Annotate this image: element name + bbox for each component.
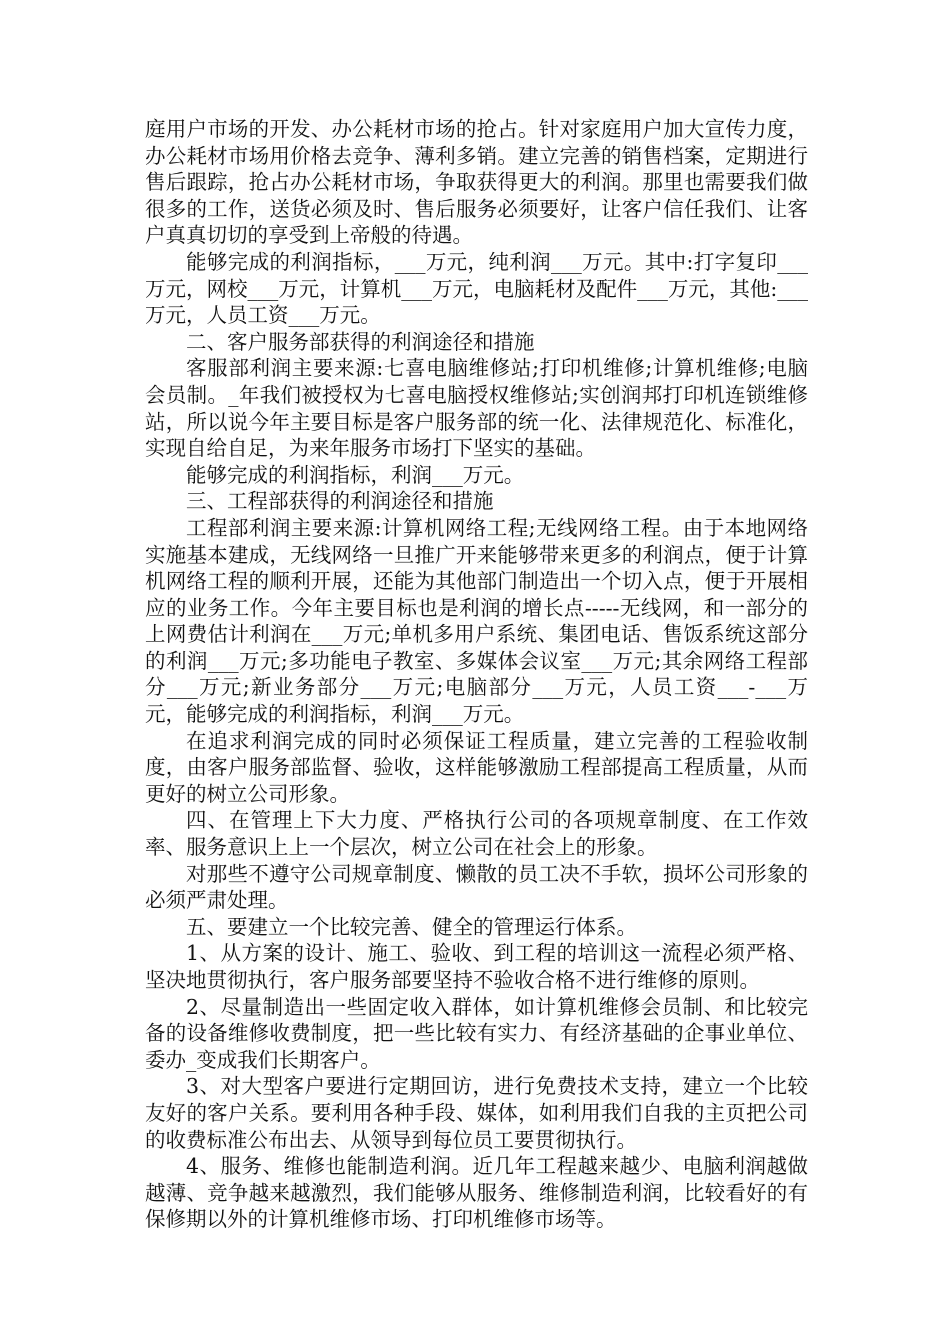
list-item-4: 4、服务、维修也能制造利润。近几年工程越来越少、电脑利润越做越薄、竞争越来越激烈，我们能够从服务、维修制造利润，比较看好的有保修期以外的计算机维修市场、打印机维修市场等。 bbox=[145, 1154, 808, 1232]
paragraph-quality: 在追求利润完成的同时必须保证工程质量，建立完善的工程验收制度，由客户服务部监督、验收，这样能够激励工程部提高工程质量，从而更好的树立公司形象。 bbox=[145, 728, 808, 806]
section-heading-customer-service: 二、客户服务部获得的利润途径和措施 bbox=[186, 329, 535, 354]
section-heading-engineering: 三、工程部获得的利润途径和措施 bbox=[186, 489, 494, 514]
list-item-2: 2、尽量制造出一些固定收入群体，如计算机维修会员制、和比较完备的设备维修收费制度，把一些比较有实力、有经济基础的企事业单位、委办_变成我们长期客户。 bbox=[145, 994, 808, 1072]
list-item-3: 3、对大型客户要进行定期回访，进行免费技术支持，建立一个比较友好的客户关系。要利用各种手段、媒体，如利用我们自我的主页把公司的收费标准公布出去、从领导到每位员工要贯彻执行。 bbox=[145, 1074, 808, 1152]
paragraph-profit-target-2: 能够完成的利润指标，利润___万元。 bbox=[186, 462, 525, 487]
section-heading-system: 五、要建立一个比较完善、健全的管理运行体系。 bbox=[186, 914, 637, 939]
paragraph-profit-target-1: 能够完成的利润指标，___万元，纯利润___万元。其中:打字复印___万元，网校___万元，计算机___万元，电脑耗材及配件___万元，其他:___万元，人员工资___万元。 bbox=[145, 249, 808, 328]
paragraph-continuation: 庭用户市场的开发、办公耗材市场的抢占。针对家庭用户加大宣传力度，办公耗材市场用价格去竞争、薄利多销。建立完善的销售档案，定期进行售后跟踪，抢占办公耗材市场，争取获得更大的利润。那里也需要我们做很多的工作，送货必须及时、售后服务必须要好，让客户信任我们、让客户真真切切的享受到上帝般的待遇。 bbox=[145, 117, 808, 248]
list-item-1: 1、从方案的设计、施工、验收、到工程的培训这一流程必须严格、坚决地贯彻执行，客户服务部要坚持不验收合格不进行维修的原则。 bbox=[145, 941, 808, 992]
paragraph-customer-service: 客服部利润主要来源:七喜电脑维修站;打印机维修;计算机维修;电脑会员制。_年我们被授权为七喜电脑授权维修站;实创润邦打印机连锁维修站，所以说今年主要目标是客户服务部的统一化、法律规范化、标准化，实现自给自足，为来年服务市场打下坚实的基础。 bbox=[145, 356, 808, 461]
section-heading-management: 四、在管理上下大力度、严格执行公司的各项规章制度、在工作效率、服务意识上上一个层次，树立公司在社会上的形象。 bbox=[145, 808, 808, 860]
document-page bbox=[145, 116, 808, 1233]
paragraph-discipline: 对那些不遵守公司规章制度、懒散的员工决不手软，损坏公司形象的必须严肃处理。 bbox=[145, 861, 808, 913]
paragraph-engineering: 工程部利润主要来源:计算机网络工程;无线网络工程。由于本地网络实施基本建成，无线网络一旦推广开来能够带来更多的利润点，便于计算机网络工程的顺利开展，还能为其他部门制造出一个切入点，便于开展相应的业务工作。今年主要目标也是利润的增长点-----无线网，和一部分的上网费估计利润在___万元;单机多用户系统、集团电话、售饭系统这部分的利润___万元;多功能电子教室、多媒体会议室___万元;其余网络工程部分___万元;新业务部分___万元;电脑部分___万元，人员工资___-___万元，能够完成的利润指标，利润___万元。 bbox=[145, 515, 808, 727]
